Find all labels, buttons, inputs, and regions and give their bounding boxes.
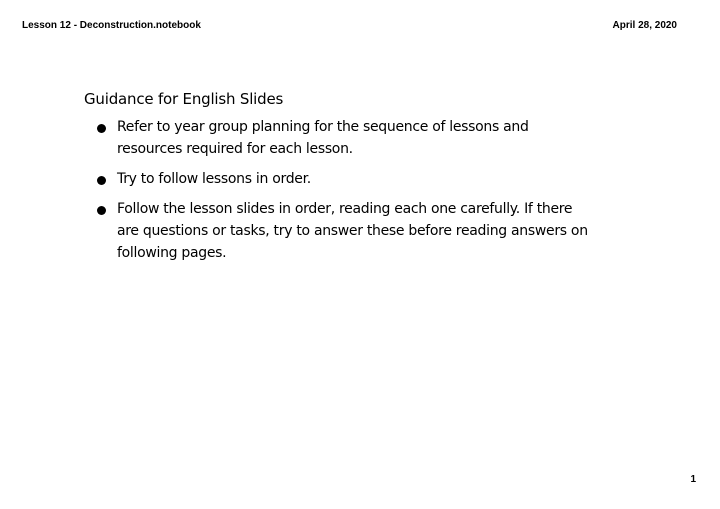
text-line: Follow the lesson slides in order, reading each one carefully. If there bbox=[117, 201, 573, 217]
list-item bbox=[0, 116, 627, 160]
list-item bbox=[0, 168, 627, 190]
text-line: Try to follow lessons in order. bbox=[117, 171, 311, 187]
text-line: are questions or tasks, try to answer these before reading answers on bbox=[117, 223, 588, 239]
text-line: following pages. bbox=[117, 245, 227, 261]
bullet-icon bbox=[97, 176, 106, 185]
page-number: 1 bbox=[690, 474, 696, 485]
text-line: Refer to year group planning for the sequence of lessons and bbox=[117, 119, 529, 135]
bullet-icon bbox=[97, 206, 106, 215]
slide-title: Guidance for English Slides bbox=[84, 90, 284, 108]
list-item-text bbox=[117, 168, 627, 190]
document-date: April 28, 2020 bbox=[612, 20, 677, 31]
text-line: resources required for each lesson. bbox=[117, 141, 353, 157]
list-item-text bbox=[117, 116, 627, 160]
list-item-text bbox=[117, 198, 627, 264]
bullet-icon bbox=[97, 124, 106, 133]
list-item bbox=[0, 198, 627, 264]
guidance-list bbox=[0, 116, 627, 272]
document-title: Lesson 12 - Deconstruction.notebook bbox=[22, 20, 201, 31]
